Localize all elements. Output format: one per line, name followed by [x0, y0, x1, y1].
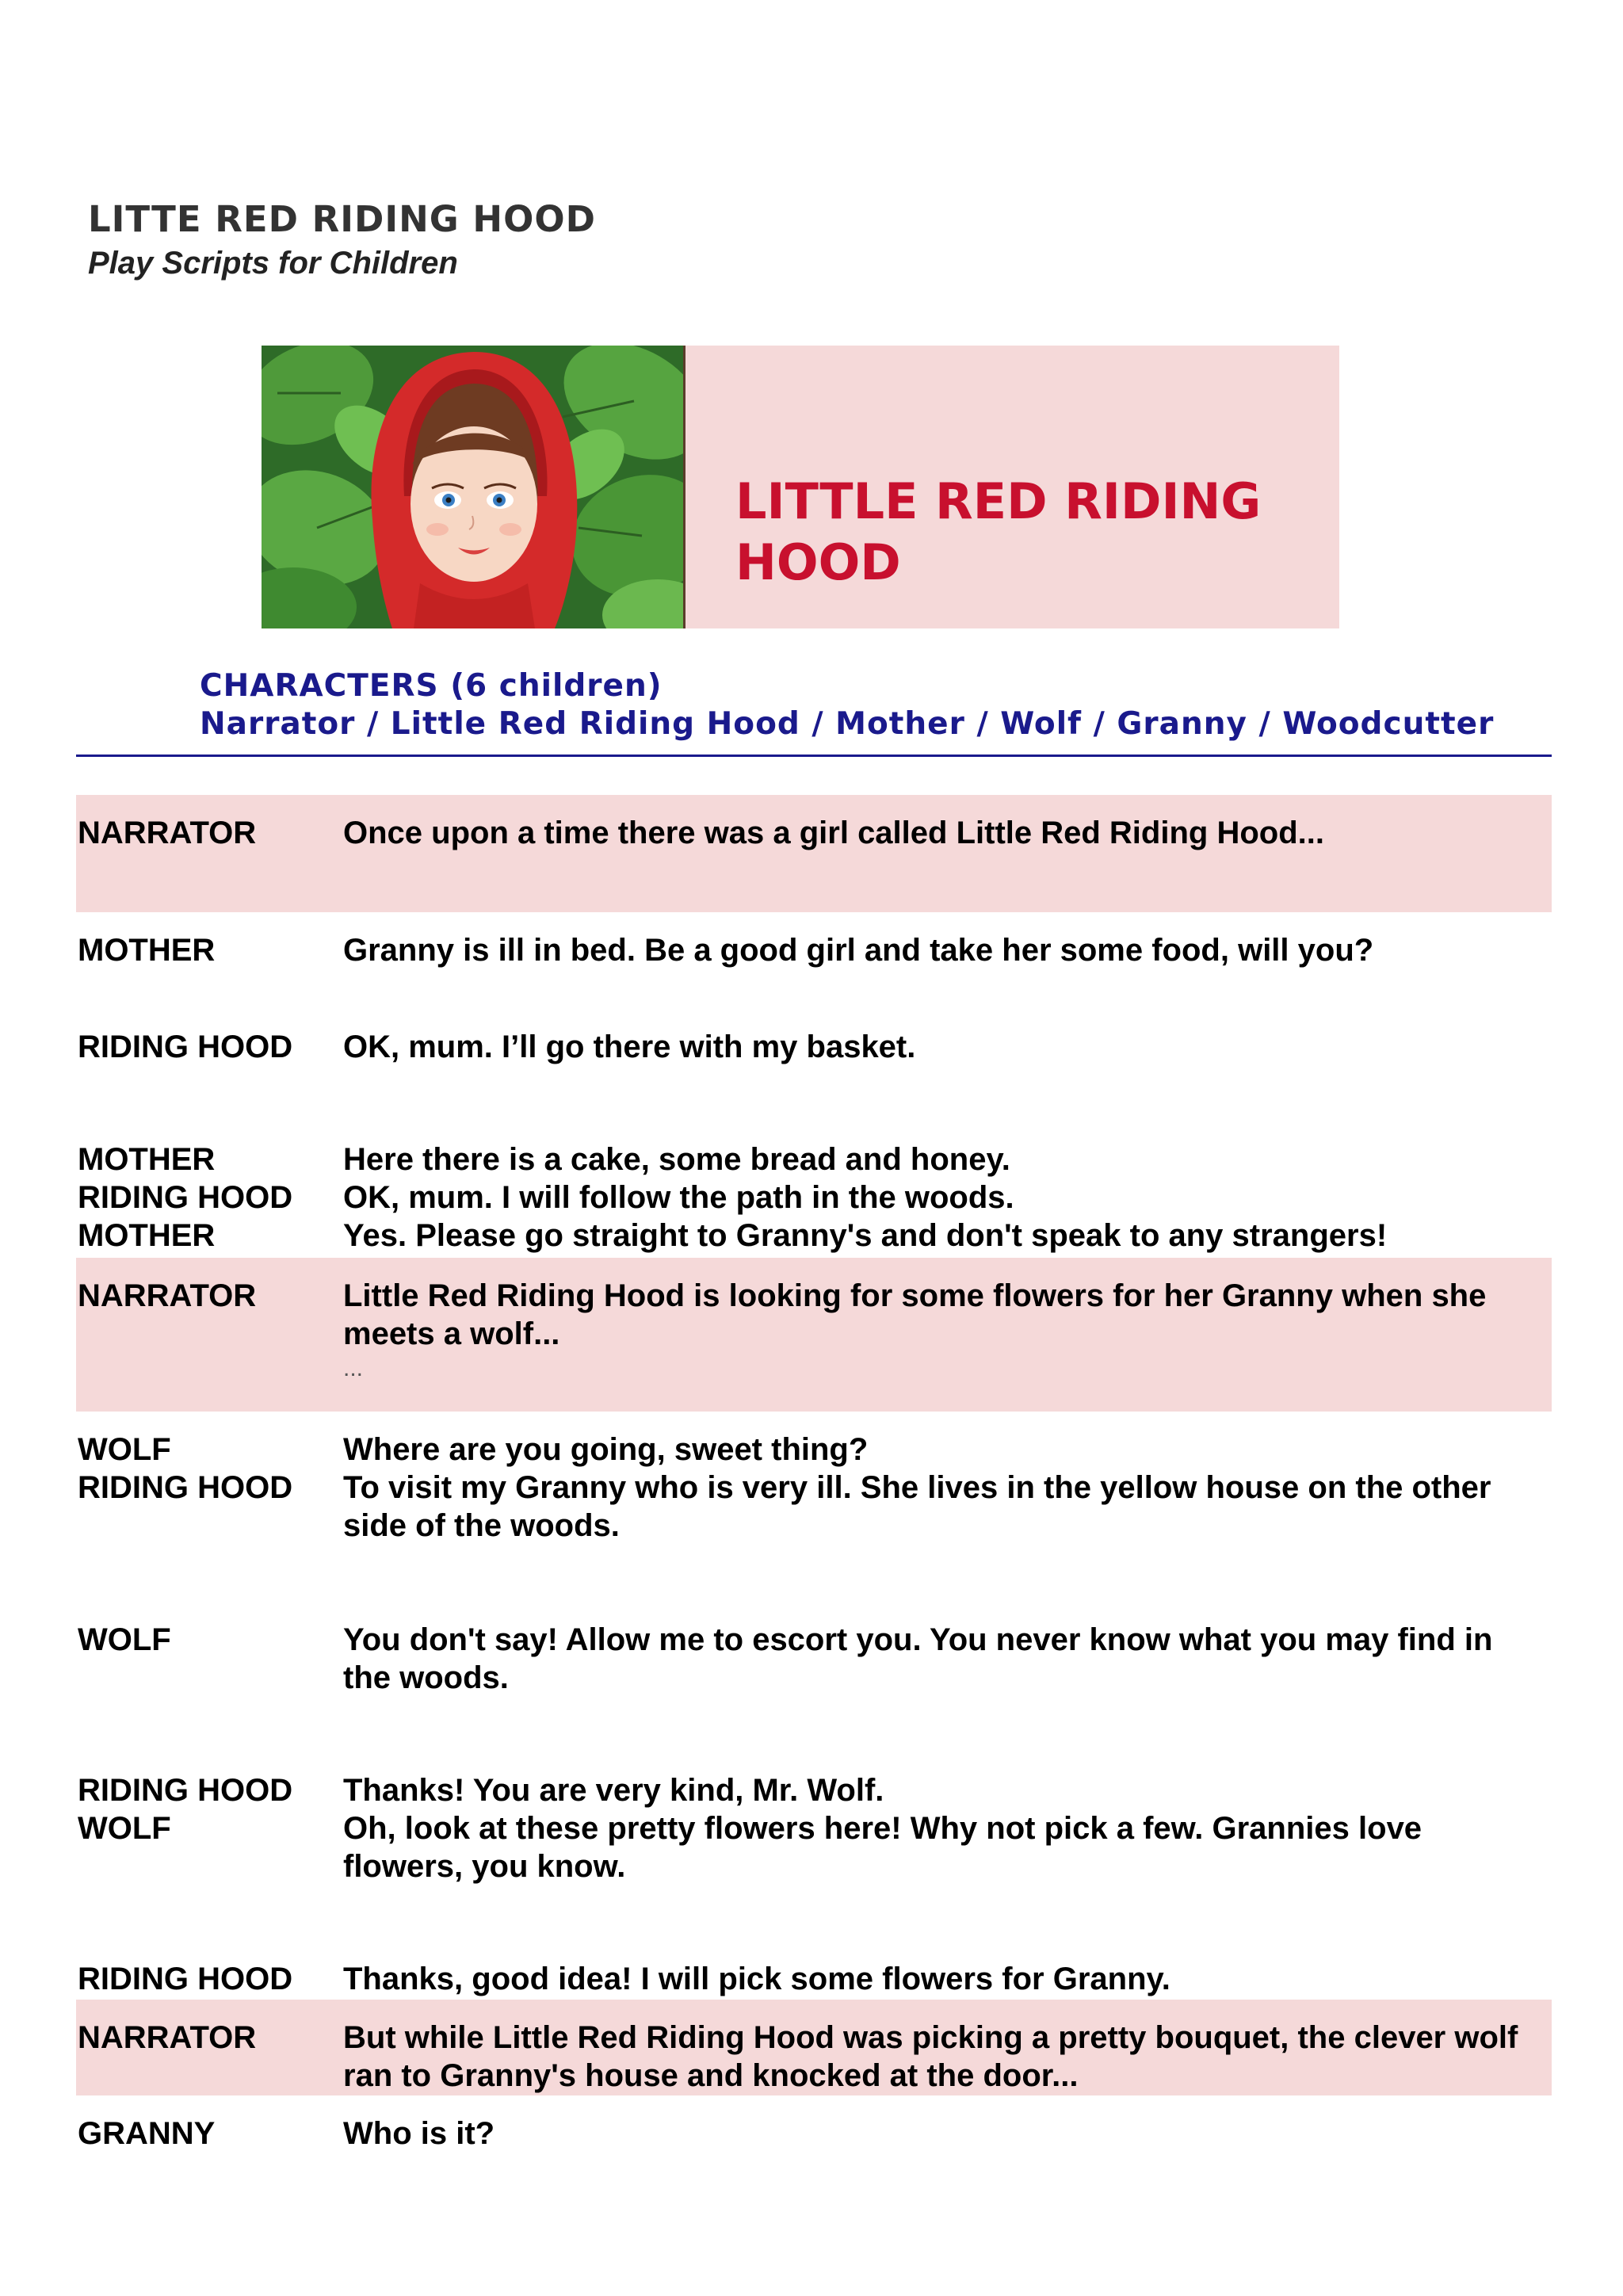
banner-title [735, 471, 1322, 593]
dialogue-column [343, 1431, 1552, 1602]
script-row-narrator [76, 1258, 1552, 1412]
dialogue-line: Yes. Please go straight to Granny's and don't speak to any strangers! [343, 1218, 1388, 1253]
speaker-name: NARRATOR [78, 816, 257, 850]
script-row-riding-hood [76, 1009, 1552, 1121]
document-subtitle: Play Scripts for Children [88, 246, 458, 281]
speaker-name: RIDING HOOD [78, 1470, 293, 1505]
script-row-granny [76, 2095, 1552, 2159]
script-row-riding-hood [76, 1941, 1552, 2000]
speaker-column [76, 931, 343, 1009]
speaker-column [76, 2115, 343, 2159]
dialogue-column [343, 1140, 1552, 1258]
speaker-column [76, 1431, 343, 1602]
script-row-wolf [76, 1602, 1552, 1752]
dialogue-line: Where are you going, sweet thing? [343, 1432, 869, 1467]
dialogue-line: OK, mum. I’ll go there with my basket. [343, 1030, 916, 1064]
script-row-narrator [76, 2000, 1552, 2095]
speaker-name: MOTHER [78, 1218, 216, 1253]
speaker-column [76, 1277, 343, 1412]
characters-section [200, 667, 1494, 743]
speaker-name: MOTHER [78, 1142, 216, 1177]
characters-heading: CHARACTERS (6 children) [200, 668, 663, 704]
dialogue-line: OK, mum. I will follow the path in the woods. [343, 1180, 1014, 1215]
script-row-mother-riding-hood [76, 1121, 1552, 1258]
dialogue-column [343, 814, 1552, 912]
dialogue-line: Once upon a time there was a girl called Little Red Riding Hood... [343, 816, 1324, 850]
speaker-name: GRANNY [78, 2116, 216, 2151]
speaker-name: WOLF [78, 1622, 171, 1657]
speaker-name: RIDING HOOD [78, 1180, 293, 1215]
ellipsis-marker: ... [343, 1355, 364, 1381]
speaker-name: WOLF [78, 1811, 171, 1846]
dialogue-line: Thanks, good idea! I will pick some flowers for Granny. [343, 1962, 1170, 1996]
dialogue-column [343, 1028, 1552, 1121]
dialogue-column [343, 1771, 1552, 1941]
speaker-column [76, 1960, 343, 2000]
dialogue-column [343, 1960, 1552, 2000]
dialogue-line: Little Red Riding Hood is looking for some flowers for her Granny when she meets a wolf... [343, 1278, 1487, 1351]
speaker-name: RIDING HOOD [78, 1962, 293, 1996]
dialogue-column [343, 2115, 1552, 2159]
characters-list: Narrator / Little Red Riding Hood / Mother / Wolf / Granny / Woodcutter [200, 706, 1495, 742]
title-banner [262, 346, 1339, 628]
speaker-column [76, 1621, 343, 1752]
script-row-riding-hood-wolf [76, 1752, 1552, 1941]
dialogue-column [343, 1621, 1552, 1752]
dialogue-line: To visit my Granny who is very ill. She lives in the yellow house on the other side of the woods. [343, 1470, 1491, 1543]
speaker-name: RIDING HOOD [78, 1773, 293, 1808]
speaker-name: NARRATOR [78, 2020, 257, 2055]
speaker-column [76, 2019, 343, 2095]
banner-title-line-1: LITTLE RED RIDING [735, 472, 1262, 530]
speaker-name: NARRATOR [78, 1278, 257, 1313]
dialogue-column [343, 2019, 1552, 2095]
speaker-column [76, 1028, 343, 1121]
speaker-column [76, 814, 343, 912]
banner-title-line-2: HOOD [735, 533, 901, 591]
script-dialogue [76, 795, 1552, 2159]
dialogue-line: You don't say! Allow me to escort you. You never know what you may find in the woods. [343, 1622, 1493, 1695]
script-row-narrator [76, 795, 1552, 912]
script-row-wolf-riding-hood [76, 1412, 1552, 1602]
dialogue-line: Granny is ill in bed. Be a good girl and take her some food, will you? [343, 933, 1374, 968]
dialogue-line: Here there is a cake, some bread and honey. [343, 1142, 1010, 1177]
document-title: LITTE RED RIDING HOOD [88, 198, 596, 240]
speaker-name: RIDING HOOD [78, 1030, 293, 1064]
speaker-column [76, 1771, 343, 1941]
dialogue-line: Thanks! You are very kind, Mr. Wolf. [343, 1773, 884, 1808]
speaker-name: WOLF [78, 1432, 171, 1467]
speaker-name: MOTHER [78, 933, 216, 968]
dialogue-column [343, 931, 1552, 1009]
dialogue-column [343, 1277, 1552, 1412]
dialogue-line: But while Little Red Riding Hood was picking a pretty bouquet, the clever wolf ran to Granny's house and knocked at the door... [343, 2020, 1518, 2093]
speaker-column [76, 1140, 343, 1258]
dialogue-line: Who is it? [343, 2116, 495, 2151]
dialogue-line: Oh, look at these pretty flowers here! Why not pick a few. Grannies love flowers, you know. [343, 1811, 1423, 1884]
red-riding-hood-illustration [262, 346, 685, 628]
section-divider [76, 755, 1552, 757]
script-row-mother [76, 912, 1552, 1009]
